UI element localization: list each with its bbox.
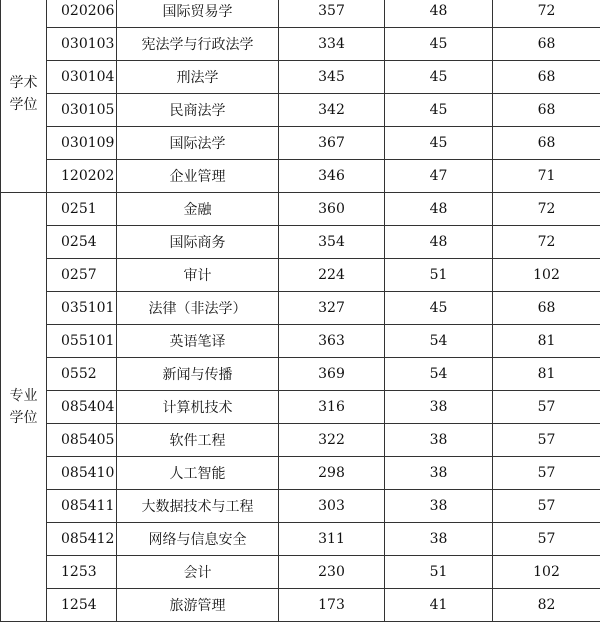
single-subject-100-cell: 38 <box>385 457 493 490</box>
single-subject-150-cell: 57 <box>493 490 600 523</box>
total-score-cell: 369 <box>279 358 385 391</box>
total-score-cell: 363 <box>279 325 385 358</box>
single-subject-100-cell: 41 <box>385 589 493 622</box>
single-subject-150-cell: 57 <box>493 523 600 556</box>
single-subject-150-cell: 68 <box>493 127 600 160</box>
total-score-cell: 316 <box>279 391 385 424</box>
major-code-cell: 085410 <box>47 457 117 490</box>
major-name-cell: 民商法学 <box>117 94 279 127</box>
major-name-cell: 审计 <box>117 259 279 292</box>
major-code-cell: 120202 <box>47 160 117 193</box>
single-subject-100-cell: 54 <box>385 325 493 358</box>
total-score-cell: 345 <box>279 61 385 94</box>
single-subject-100-cell: 48 <box>385 0 493 28</box>
table-row <box>1 61 600 94</box>
table-row <box>1 589 600 622</box>
major-name-cell: 计算机技术 <box>117 391 279 424</box>
table-row <box>1 0 600 28</box>
total-score-cell: 327 <box>279 292 385 325</box>
degree-category-label-line2: 学位 <box>1 407 46 429</box>
total-score-cell: 346 <box>279 160 385 193</box>
table-row <box>1 523 600 556</box>
table-row <box>1 358 600 391</box>
major-code-cell: 085412 <box>47 523 117 556</box>
major-name-cell: 企业管理 <box>117 160 279 193</box>
single-subject-100-cell: 45 <box>385 127 493 160</box>
single-subject-150-cell: 68 <box>493 292 600 325</box>
major-code-cell: 0251 <box>47 193 117 226</box>
major-name-cell: 会计 <box>117 556 279 589</box>
table-row <box>1 193 600 226</box>
total-score-cell: 173 <box>279 589 385 622</box>
major-name-cell: 软件工程 <box>117 424 279 457</box>
major-name-cell: 网络与信息安全 <box>117 523 279 556</box>
single-subject-100-cell: 51 <box>385 259 493 292</box>
major-code-cell: 085405 <box>47 424 117 457</box>
table-row <box>1 259 600 292</box>
major-name-cell: 旅游管理 <box>117 589 279 622</box>
single-subject-150-cell: 82 <box>493 589 600 622</box>
single-subject-100-cell: 38 <box>385 490 493 523</box>
single-subject-150-cell: 68 <box>493 61 600 94</box>
table-row <box>1 127 600 160</box>
total-score-cell: 357 <box>279 0 385 28</box>
major-name-cell: 宪法学与行政法学 <box>117 28 279 61</box>
table-row <box>1 292 600 325</box>
score-table-body <box>1 0 600 622</box>
total-score-cell: 311 <box>279 523 385 556</box>
table-row <box>1 556 600 589</box>
major-name-cell: 大数据技术与工程 <box>117 490 279 523</box>
table-row <box>1 28 600 61</box>
total-score-cell: 298 <box>279 457 385 490</box>
major-name-cell: 国际法学 <box>117 127 279 160</box>
major-name-cell: 金融 <box>117 193 279 226</box>
table-row <box>1 226 600 259</box>
single-subject-150-cell: 81 <box>493 358 600 391</box>
single-subject-150-cell: 81 <box>493 325 600 358</box>
major-name-cell: 英语笔译 <box>117 325 279 358</box>
single-subject-100-cell: 47 <box>385 160 493 193</box>
single-subject-150-cell: 71 <box>493 160 600 193</box>
major-code-cell: 0254 <box>47 226 117 259</box>
major-name-cell: 国际商务 <box>117 226 279 259</box>
degree-category-label-line2: 学位 <box>1 94 46 116</box>
single-subject-150-cell: 57 <box>493 391 600 424</box>
total-score-cell: 342 <box>279 94 385 127</box>
table-row <box>1 325 600 358</box>
table-row <box>1 94 600 127</box>
single-subject-100-cell: 54 <box>385 358 493 391</box>
major-code-cell: 085404 <box>47 391 117 424</box>
single-subject-150-cell: 72 <box>493 0 600 28</box>
single-subject-100-cell: 51 <box>385 556 493 589</box>
total-score-cell: 367 <box>279 127 385 160</box>
major-code-cell: 020206 <box>47 0 117 28</box>
total-score-cell: 230 <box>279 556 385 589</box>
major-code-cell: 030105 <box>47 94 117 127</box>
total-score-cell: 303 <box>279 490 385 523</box>
total-score-cell: 354 <box>279 226 385 259</box>
major-name-cell: 国际贸易学 <box>117 0 279 28</box>
degree-category-cell <box>1 0 47 193</box>
single-subject-100-cell: 45 <box>385 61 493 94</box>
single-subject-100-cell: 38 <box>385 424 493 457</box>
single-subject-150-cell: 102 <box>493 556 600 589</box>
single-subject-150-cell: 68 <box>493 94 600 127</box>
major-name-cell: 新闻与传播 <box>117 358 279 391</box>
degree-category-label-line1: 专业 <box>1 385 46 407</box>
major-code-cell: 030109 <box>47 127 117 160</box>
single-subject-100-cell: 45 <box>385 94 493 127</box>
major-code-cell: 055101 <box>47 325 117 358</box>
major-code-cell: 035101 <box>47 292 117 325</box>
single-subject-100-cell: 45 <box>385 28 493 61</box>
single-subject-150-cell: 72 <box>493 226 600 259</box>
major-name-cell: 法律（非法学） <box>117 292 279 325</box>
table-row <box>1 160 600 193</box>
single-subject-100-cell: 45 <box>385 292 493 325</box>
major-name-cell: 人工智能 <box>117 457 279 490</box>
table-row <box>1 457 600 490</box>
total-score-cell: 224 <box>279 259 385 292</box>
major-code-cell: 0257 <box>47 259 117 292</box>
major-code-cell: 085411 <box>47 490 117 523</box>
major-code-cell: 030104 <box>47 61 117 94</box>
major-code-cell: 0552 <box>47 358 117 391</box>
single-subject-150-cell: 72 <box>493 193 600 226</box>
total-score-cell: 360 <box>279 193 385 226</box>
major-name-cell: 刑法学 <box>117 61 279 94</box>
single-subject-150-cell: 57 <box>493 457 600 490</box>
single-subject-100-cell: 38 <box>385 391 493 424</box>
major-code-cell: 1254 <box>47 589 117 622</box>
single-subject-150-cell: 57 <box>493 424 600 457</box>
single-subject-100-cell: 48 <box>385 226 493 259</box>
single-subject-100-cell: 38 <box>385 523 493 556</box>
major-code-cell: 030103 <box>47 28 117 61</box>
degree-category-label-line1: 学术 <box>1 72 46 94</box>
degree-category-cell <box>1 193 47 622</box>
table-row <box>1 391 600 424</box>
total-score-cell: 334 <box>279 28 385 61</box>
single-subject-150-cell: 102 <box>493 259 600 292</box>
table-row <box>1 490 600 523</box>
table-row <box>1 424 600 457</box>
total-score-cell: 322 <box>279 424 385 457</box>
single-subject-100-cell: 48 <box>385 193 493 226</box>
single-subject-150-cell: 68 <box>493 28 600 61</box>
major-code-cell: 1253 <box>47 556 117 589</box>
